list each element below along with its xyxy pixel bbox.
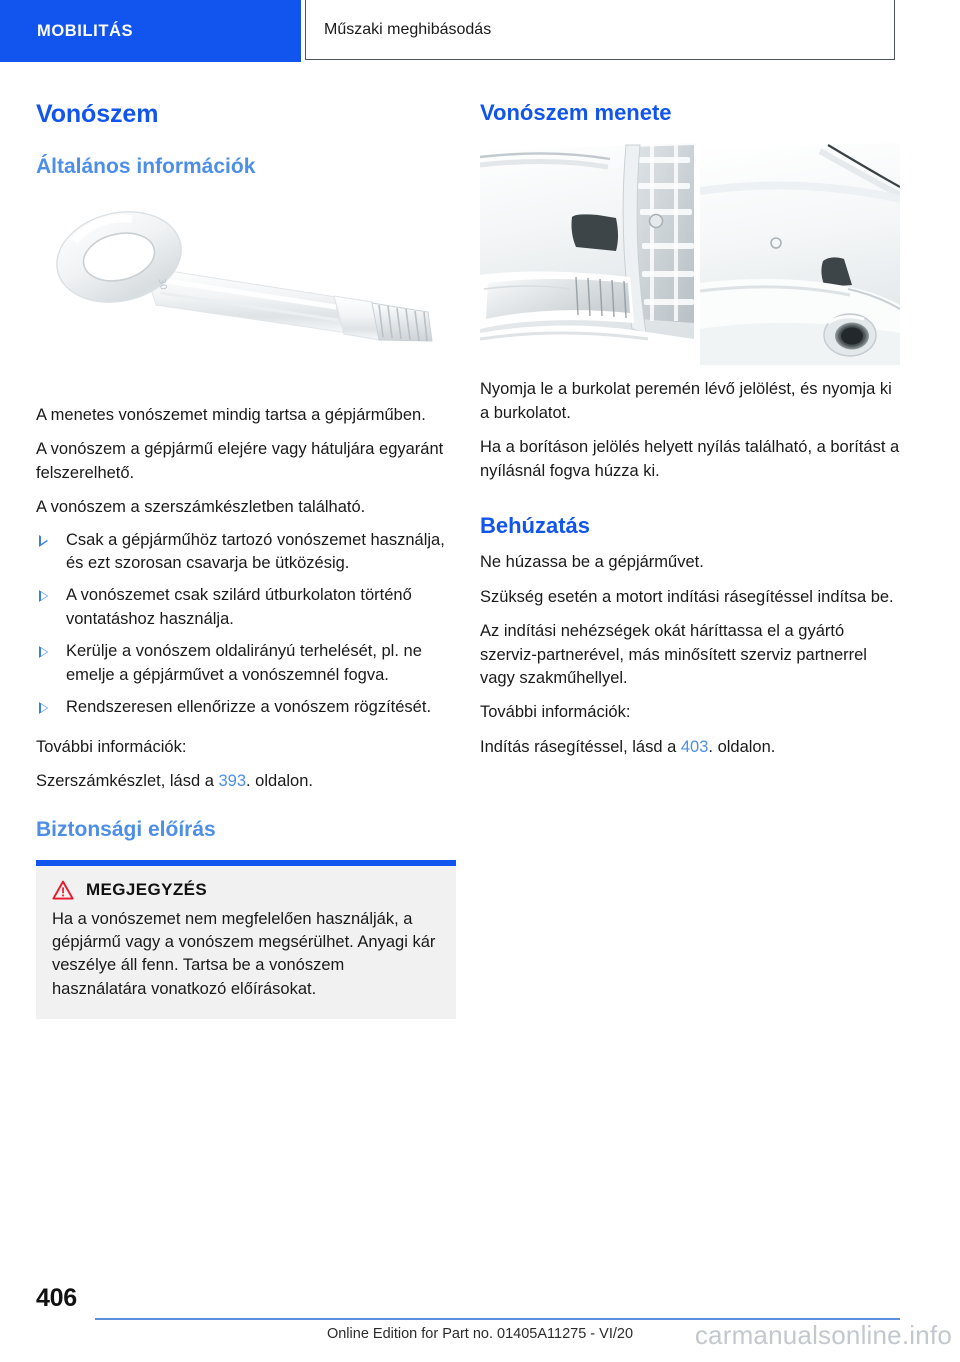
more-info-label: További információk: xyxy=(480,703,631,722)
cross-reference-suffix: . oldalon. xyxy=(246,771,313,790)
site-watermark: carmanualsonline.info xyxy=(694,1320,952,1350)
paragraph: Nyomja le a burkolat peremén lévő jelölést, és nyomja ki a burkolatot. xyxy=(480,380,892,422)
left-column xyxy=(36,62,456,1019)
section-heading-tow-eye-thread: Vonószem menete xyxy=(480,100,672,125)
paragraph: Az indítási nehézségek okát háríttassa el a gyártó szerviz-partnerével, más minősített szerviz partnerrel vagy szakműhellyel. xyxy=(480,622,867,687)
header-chapter-tab xyxy=(0,0,301,62)
cross-reference xyxy=(36,770,456,793)
list-item xyxy=(36,584,456,631)
list-item-text: Rendszeresen ellenőrizze a vonószem rögzítését. xyxy=(66,698,432,717)
cross-reference-suffix: . oldalon. xyxy=(708,737,776,756)
page-title: Vonószem xyxy=(36,100,159,128)
cross-reference-page-link[interactable]: 393 xyxy=(218,771,247,790)
page-body xyxy=(0,62,960,1280)
right-column xyxy=(480,62,900,759)
cross-reference-page-link[interactable]: 403 xyxy=(680,737,709,756)
note-header xyxy=(52,880,440,900)
list-item xyxy=(36,640,456,687)
list-item xyxy=(36,696,456,719)
header-chapter-label: MOBILITÁS xyxy=(37,21,134,40)
paragraph: A vonószem a szerszámkészletben található. xyxy=(36,498,366,517)
header-section-tab xyxy=(305,0,895,60)
bumper-photos-figure xyxy=(480,143,900,365)
paragraph: A vonószem a gépjármű elejére vagy hátuljára egyaránt felszerelhető. xyxy=(36,440,444,482)
edition-note: Online Edition for Part no. 01405A11275 - VI/20 xyxy=(326,1326,634,1342)
front-bumper-photo xyxy=(480,143,694,365)
header-section-label: Műszaki meghibásodás xyxy=(324,20,492,38)
list-item-text: Kerülje a vonószem oldalirányú terhelését, pl. ne emelje a gépjárművet a vonószemnél fogva. xyxy=(66,642,422,684)
paragraph: Ha a borításon jelölés helyett nyílás található, a borítást a nyílásnál fogva húzza ki. xyxy=(480,438,900,480)
page-number: 406 xyxy=(36,1284,77,1312)
rear-bumper-photo xyxy=(700,143,900,365)
list-item-text: Csak a gépjárműhöz tartozó vonószemet használja, és ezt szorosan csavarja be ütközésig. xyxy=(66,530,445,572)
more-info-label: További információk: xyxy=(36,737,187,756)
list-item-text: A vonószemet csak szilárd útburkolaton történő vontatáshoz használja. xyxy=(66,586,412,628)
cross-reference xyxy=(480,736,900,759)
instruction-list xyxy=(36,529,456,720)
note-title: MEGJEGYZÉS xyxy=(86,879,208,899)
triangle-bullet-icon xyxy=(39,702,48,714)
front-bumper-image xyxy=(480,143,694,365)
tow-eye-cover-front xyxy=(572,215,619,252)
warning-triangle-icon xyxy=(52,880,74,900)
note-box xyxy=(36,860,456,1020)
cross-reference-prefix: Szerszámkészlet, lásd a xyxy=(36,771,219,790)
section-heading-general-info: Általános információk xyxy=(36,154,256,178)
section-heading-safety: Biztonsági előírás xyxy=(36,818,216,842)
list-item xyxy=(36,529,456,576)
page-footer xyxy=(0,1280,960,1362)
note-text: Ha a vonószemet nem megfelelően használják, a gépjármű vagy a vonószem megsérülhet. Anyagi kár veszélye áll fenn. Tartsa be a vonószem használatára vonatkozó előírásokat. xyxy=(52,909,436,998)
paragraph: Ne húzassa be a gépjárművet. xyxy=(480,553,704,572)
svg-text:30: 30 xyxy=(156,277,168,291)
paragraph: A menetes vonószemet mindig tartsa a gépjárműben. xyxy=(36,405,426,424)
section-heading-behuzatas: Behúzatás xyxy=(480,512,591,538)
triangle-bullet-icon xyxy=(39,590,48,602)
paragraph: Szükség esetén a motort indítási rásegítéssel indítsa be. xyxy=(480,587,894,606)
tow-eye-image xyxy=(36,201,456,391)
tow-eye-illustration xyxy=(36,201,456,391)
rear-bumper-image xyxy=(700,143,900,365)
page-header xyxy=(0,0,960,62)
triangle-bullet-icon xyxy=(39,646,48,658)
cross-reference-prefix: Indítás rásegítéssel, lásd a xyxy=(480,737,681,756)
triangle-bullet-icon xyxy=(39,535,48,547)
